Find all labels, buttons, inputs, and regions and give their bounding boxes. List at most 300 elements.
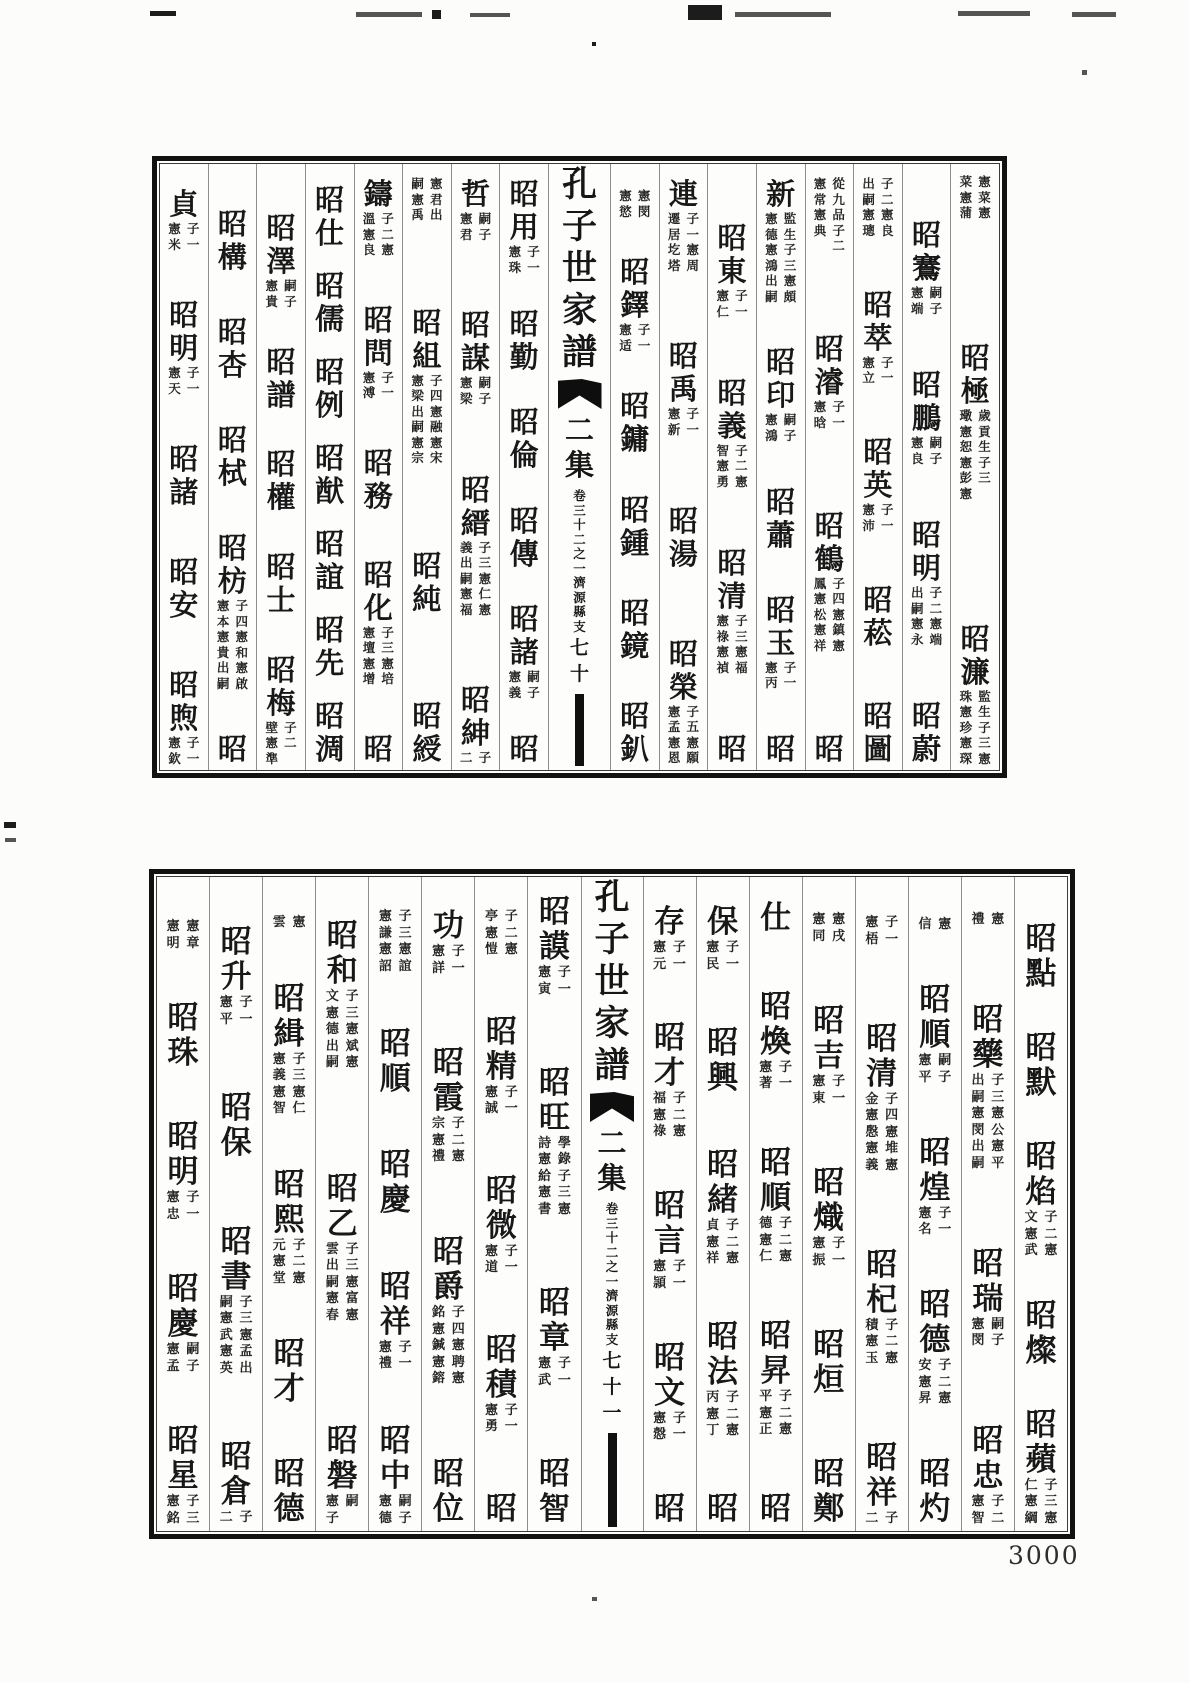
name-char: 昭 (432, 1234, 464, 1271)
note-char: 子 (451, 944, 465, 959)
annotation-row (1022, 1210, 1060, 1227)
note-char: 子 (527, 244, 540, 259)
note-char: 智 (716, 442, 729, 458)
name-char: 昭 (266, 211, 296, 245)
name-char: 昭 (412, 548, 442, 583)
note-char: 一 (725, 956, 739, 972)
genealogy-entry (482, 909, 520, 959)
annotation-row (714, 660, 750, 676)
genealogy-entry (506, 603, 542, 700)
annotation-row (957, 470, 993, 486)
annotation-row (909, 616, 945, 632)
genealogy-entry (863, 915, 901, 948)
note-char: 春 (325, 1307, 339, 1323)
note-char: 子 (672, 1259, 686, 1275)
annotation-row (763, 258, 799, 274)
annotation-row (916, 1070, 954, 1087)
annotation-row (763, 273, 799, 289)
note-char: 二 (219, 1510, 233, 1526)
name-char: 昭 (866, 1246, 898, 1283)
genealogy-entry (263, 654, 299, 767)
note-char: 憲 (813, 399, 827, 415)
note-char: 憲 (485, 925, 499, 941)
book-title-char: 譜 (561, 332, 597, 373)
name-char: 昭 (912, 218, 942, 252)
annotation-row (957, 408, 993, 424)
note-char: 頗 (783, 288, 797, 304)
genealogy-entry (714, 547, 750, 675)
leaf-inner-border (156, 876, 1068, 1532)
annotation-row (704, 1423, 742, 1440)
annotation-row (763, 660, 799, 676)
name-char: 昭 (315, 269, 345, 303)
genealogy-column (643, 877, 696, 1531)
annotation-row (665, 719, 701, 735)
note-char: 鎮 (832, 622, 845, 638)
note-char: 憲 (885, 1157, 899, 1173)
annotation-row (323, 1039, 361, 1056)
note-char: 一 (672, 1275, 686, 1291)
annotation-row (376, 942, 414, 959)
genealogy-entry (270, 1168, 308, 1288)
note-char: 憲 (862, 502, 875, 517)
note-char: 子 (504, 1243, 518, 1259)
annotation-row (909, 585, 945, 601)
note-char: 四 (832, 591, 845, 607)
genealogy-entry (482, 1015, 520, 1118)
name-char: 點 (1025, 956, 1057, 992)
note-char: 憲 (431, 944, 445, 959)
annotation-row (863, 1511, 901, 1528)
annotation-row (651, 940, 689, 957)
genealogy-entry (718, 733, 747, 766)
note-char: 憲 (959, 735, 973, 750)
note-char: 憲 (538, 1356, 552, 1372)
note-char: 福 (653, 1091, 667, 1107)
genealogy-entry (651, 905, 689, 973)
annotation-row (811, 591, 847, 607)
genealogy-entry (863, 1248, 901, 1368)
genealogy-entry (760, 901, 791, 936)
note-char: 子 (398, 1339, 412, 1355)
name-char: 忠 (972, 1458, 1004, 1494)
name-char: 昭 (315, 699, 345, 733)
note-char: 仁 (292, 1101, 306, 1116)
note-char: 子 (398, 1510, 412, 1526)
genealogy-entry (217, 1440, 255, 1527)
annotation-row (409, 207, 445, 223)
note-char: 一 (735, 303, 748, 319)
note-char: 培 (381, 671, 394, 687)
name-char: 智 (538, 1490, 570, 1527)
note-char: 三 (381, 640, 394, 656)
note-char: 子 (504, 1084, 518, 1100)
collection-char: 集 (564, 448, 594, 482)
name-char: 昭 (509, 306, 539, 341)
genealogy-entry (620, 494, 649, 560)
genealogy-entry (707, 1492, 738, 1527)
genealogy-entry (969, 912, 1007, 929)
genealogy-entry (535, 1286, 573, 1389)
annotation-row (704, 1390, 742, 1407)
note-char: 憲 (1044, 1510, 1058, 1526)
note-char: 子 (929, 300, 943, 316)
note-char: 憲 (813, 622, 827, 638)
genealogy-column (1014, 877, 1067, 1531)
name-char: 禹 (668, 372, 698, 407)
genealogy-entry (315, 614, 344, 680)
name-char: 昭 (760, 1491, 792, 1527)
note-char: 鍼 (431, 1338, 445, 1354)
note-char: 子 (186, 365, 200, 380)
note-char: 憲 (938, 917, 952, 932)
name-char: 昭 (273, 980, 305, 1017)
name-char: 昭 (1025, 921, 1057, 957)
note-char: 溫 (362, 211, 376, 226)
genealogy-entry (909, 369, 945, 466)
note-char: 慤 (653, 1427, 667, 1443)
annotation-row (270, 1068, 308, 1085)
note-char: 君 (430, 191, 443, 207)
note-char: 三 (186, 1510, 200, 1526)
note-char: 憲 (812, 912, 826, 927)
name-char: 昭 (654, 1491, 686, 1527)
name-char: 言 (654, 1223, 686, 1260)
name-char: 昭 (919, 1287, 951, 1323)
note-char: 嗣 (765, 288, 778, 304)
genealogy-column (855, 877, 908, 1531)
annotation-row (863, 1318, 901, 1335)
name-char: 昭 (273, 1336, 305, 1372)
name-char: 旺 (538, 1099, 570, 1136)
note-char: 嗣 (216, 675, 230, 691)
name-char: 儒 (315, 302, 345, 336)
annotation-row (665, 258, 701, 274)
genealogy-entry (510, 406, 539, 472)
note-char: 端 (929, 631, 943, 647)
note-char: 一 (881, 370, 894, 385)
annotation-row (810, 1091, 848, 1108)
name-char: 英 (863, 468, 893, 502)
genealogy-leaf-top (152, 156, 1007, 778)
annotation-row (811, 607, 847, 623)
annotation-row (863, 1092, 901, 1109)
note-char: 嗣 (186, 1342, 200, 1357)
name-char: 菘 (863, 615, 893, 650)
genealogy-entry (267, 448, 296, 514)
genealogy-entry (169, 443, 198, 509)
annotation-row (665, 704, 701, 720)
note-char: 憲 (485, 1243, 499, 1259)
annotation-row (957, 424, 993, 440)
name-char: 慶 (379, 1182, 411, 1218)
note-char: 同 (812, 928, 826, 944)
name-char: 鑄 (363, 177, 393, 211)
note-char: 梁 (411, 388, 424, 404)
note-char: 憲 (478, 570, 492, 586)
note-char: 憲 (865, 1334, 879, 1349)
scan-noise (4, 822, 16, 828)
genealogy-entry (429, 909, 467, 977)
note-char: 子 (779, 1389, 793, 1404)
name-char: 燦 (1025, 1332, 1057, 1369)
note-char: 憲 (219, 995, 233, 1010)
name-char: 鵬 (912, 401, 942, 435)
branch-char: 濟 (573, 575, 586, 590)
annotation-row (916, 1358, 954, 1375)
note-char: 禹 (411, 207, 424, 222)
note-char: 三 (478, 555, 492, 571)
annotation-row (506, 260, 542, 276)
annotation-row (482, 1101, 520, 1118)
name-char: 鄭 (813, 1491, 845, 1527)
name-char: 保 (707, 904, 739, 940)
note-char: 蒲 (959, 205, 973, 220)
note-char: 智 (272, 1101, 286, 1116)
annotation-row (863, 1125, 901, 1142)
genealogy-entry (757, 1319, 795, 1439)
note-char: 憲 (910, 285, 924, 300)
name-char: 昭 (326, 1423, 358, 1459)
note-char: 宗 (411, 450, 424, 466)
annotation-row (214, 598, 250, 614)
genealogy-entry (1025, 1299, 1056, 1369)
genealogy-entry (315, 270, 344, 336)
note-char: 二 (725, 1234, 739, 1250)
annotation-row (957, 205, 993, 221)
note-char: 頴 (653, 1275, 667, 1291)
note-char: 孟 (239, 1344, 253, 1360)
genealogy-entry (651, 1021, 689, 1141)
annotation-row (429, 1149, 467, 1166)
name-char: 紳 (461, 716, 491, 751)
note-char: 武 (538, 1372, 552, 1388)
name-char: 昭 (167, 1271, 199, 1307)
name-char: 昭 (814, 731, 844, 766)
volume-char: 二 (605, 1244, 619, 1260)
note-char: 慾 (619, 203, 632, 219)
genealogy-entry (813, 1457, 844, 1527)
annotation-row (863, 1351, 901, 1368)
genealogy-column (659, 164, 708, 770)
note-char: 二 (885, 1334, 899, 1349)
note-char: 憲 (325, 1291, 339, 1306)
note-char: 憲 (1044, 1243, 1058, 1258)
spine-title-column (548, 164, 610, 770)
name-char: 德 (273, 1491, 305, 1527)
note-char: 憲 (667, 406, 681, 422)
note-char: 子 (885, 915, 899, 930)
genealogy-entry (364, 733, 393, 766)
name-char: 精 (485, 1048, 517, 1085)
genealogy-entry (763, 594, 799, 691)
name-char: 昭 (863, 582, 893, 617)
note-char: 憲 (292, 1270, 306, 1286)
genealogy-entry (376, 909, 414, 975)
fishtail-marker-icon (558, 379, 602, 409)
annotation-row (409, 450, 445, 466)
annotation-row (909, 451, 945, 467)
annotation-row (811, 638, 847, 654)
note-char: 憲 (918, 1374, 932, 1390)
genealogy-entry (811, 176, 847, 254)
name-char: 昭 (813, 1003, 845, 1039)
note-char: 孟 (166, 1358, 180, 1374)
name-char: 慶 (167, 1306, 199, 1342)
genealogy-entry (912, 700, 941, 766)
genealogy-column (707, 164, 756, 770)
note-char: 憲 (765, 659, 778, 675)
note-char: 憲 (716, 458, 729, 474)
genealogy-column (853, 164, 902, 770)
note-char: 禎 (716, 659, 729, 675)
note-char: 憲 (783, 273, 797, 288)
note-char: 勇 (485, 1419, 499, 1435)
annotation-row (270, 1254, 308, 1271)
annotation-row (360, 625, 396, 641)
note-char: 生 (783, 226, 797, 242)
note-char: 一 (239, 1011, 253, 1027)
branch-char: 支 (573, 618, 586, 634)
spine-rule (608, 1433, 617, 1527)
note-char: 出 (411, 403, 424, 419)
genealogy-entry (166, 188, 202, 252)
note-char: 憲 (430, 176, 443, 191)
name-char: 昭 (461, 472, 491, 507)
name-char: 昭 (217, 315, 247, 349)
note-char: 憲 (411, 191, 424, 207)
note-char: 三 (345, 1258, 359, 1273)
note-char: 憲 (485, 1084, 499, 1100)
note-char: 一 (881, 517, 894, 533)
annotation-row (164, 936, 202, 953)
name-char: 藥 (972, 1037, 1004, 1073)
genealogy-column (402, 164, 451, 770)
note-char: 寅 (538, 981, 552, 997)
note-char: 子 (186, 1358, 200, 1374)
name-char: 明 (167, 1154, 199, 1190)
genealogy-entry (267, 346, 296, 412)
note-char: 憲 (378, 909, 392, 924)
genealogy-entry (458, 474, 494, 618)
genealogy-entry (323, 1172, 361, 1325)
note-char: 憲 (166, 919, 180, 934)
annotation-row (811, 622, 847, 638)
genealogy-entry (315, 356, 344, 422)
note-char: 準 (265, 750, 278, 766)
name-char: 昭 (960, 341, 990, 375)
genealogy-entry (510, 733, 539, 766)
name-char: 明 (912, 551, 942, 585)
note-char: 元 (653, 956, 667, 972)
note-char: 米 (168, 236, 181, 252)
name-char: 蘋 (1025, 1441, 1057, 1478)
note-char: 閔 (971, 1122, 985, 1138)
annotation-row (863, 932, 901, 949)
name-char: 昭 (485, 1331, 517, 1368)
name-char: 昭 (217, 207, 247, 241)
note-char: 憲 (378, 1494, 392, 1509)
note-char: 憲 (411, 372, 424, 388)
note-char: 憲 (166, 1342, 180, 1357)
name-char: 清 (866, 1055, 898, 1092)
note-char: 憲 (292, 915, 306, 930)
note-char: 子 (292, 1051, 306, 1067)
name-char: 昭 (169, 298, 199, 332)
genealogy-entry (757, 1146, 795, 1266)
note-char: 端 (910, 300, 924, 316)
note-char: 三 (557, 1185, 571, 1201)
name-char: 昭 (315, 527, 345, 561)
note-char: 子 (938, 1205, 952, 1221)
note-char: 正 (759, 1422, 773, 1437)
note-char: 珍 (959, 719, 973, 735)
annotation-row (217, 1311, 255, 1328)
note-char: 憲 (686, 242, 700, 257)
name-char: 昭 (760, 1145, 792, 1181)
note-char: 子 (885, 1091, 899, 1107)
note-char: 憲 (653, 940, 667, 955)
annotation-row (863, 1108, 901, 1125)
note-char: 憲 (219, 1344, 233, 1360)
note-char: 昇 (918, 1391, 932, 1406)
annotation-row (969, 1139, 1007, 1156)
name-char: 昭 (766, 484, 796, 519)
annotation-row (1022, 1227, 1060, 1244)
note-char: 憲 (265, 735, 278, 750)
note-char: 祿 (716, 628, 729, 644)
note-char: 子 (381, 369, 394, 385)
branch-char: 源 (573, 589, 586, 605)
note-char: 三 (239, 1311, 253, 1327)
note-char (343, 1511, 361, 1528)
note-char: 三 (292, 1068, 306, 1083)
name-char: 爵 (432, 1269, 464, 1306)
genealogy-entry (164, 1120, 202, 1223)
name-char: 昭 (766, 592, 796, 627)
annotation-row (323, 1511, 361, 1528)
annotation-row (704, 1251, 742, 1268)
note-char: 二 (779, 1232, 793, 1248)
name-char: 萃 (863, 320, 893, 355)
name-char: 書 (220, 1258, 252, 1295)
name-char: 霞 (432, 1080, 464, 1117)
name-char: 昭 (217, 531, 247, 565)
annotation-row (217, 1344, 255, 1361)
annotation-row (957, 704, 993, 720)
note-char: 憲 (706, 1234, 720, 1250)
annotation-row (714, 613, 750, 629)
genealogy-column (610, 164, 659, 770)
note-char: 子 (725, 1390, 739, 1405)
note-char: 憲 (667, 703, 681, 719)
name-char: 升 (220, 959, 252, 995)
note-char: 憲 (362, 226, 376, 242)
genealogy-entry (665, 638, 701, 766)
annotation-row (665, 735, 701, 751)
genealogy-entry (654, 1492, 685, 1527)
note-char: 憲 (235, 629, 249, 644)
annotation-row (214, 614, 250, 630)
annotation-row (617, 188, 653, 204)
note-char: 憲 (991, 1106, 1005, 1121)
annotation-row (482, 909, 520, 926)
note-char: 銘 (166, 1510, 180, 1526)
note-char: 二 (938, 1374, 952, 1390)
genealogy-entry (714, 222, 750, 319)
genealogy-entry (969, 1247, 1007, 1350)
note-char: 一 (779, 1076, 793, 1091)
